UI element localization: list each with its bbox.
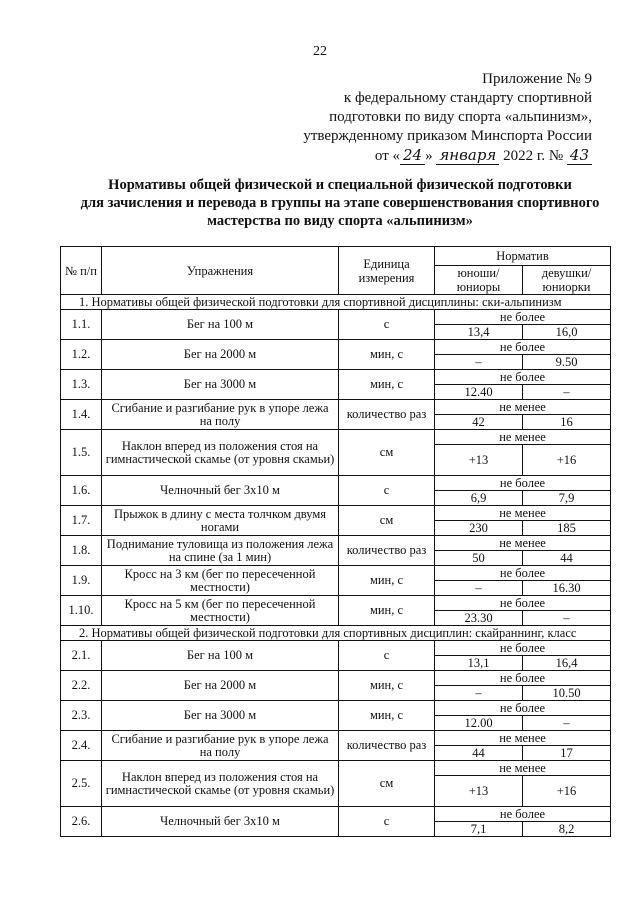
value-boys: 6,9 xyxy=(435,491,523,506)
row-qualifier: не более xyxy=(435,476,611,491)
date-mid: » xyxy=(425,148,433,164)
table-row xyxy=(61,566,611,581)
table-row xyxy=(61,476,611,491)
title-line-1: Нормативы общей физической и специальной физической подготовки xyxy=(108,177,572,193)
value-boys: 50 xyxy=(435,551,523,566)
document-title xyxy=(70,176,610,230)
row-unit: мин, с xyxy=(339,701,435,731)
row-number: 2.4. xyxy=(61,731,102,761)
row-number: 2.5. xyxy=(61,761,102,807)
value-girls: 44 xyxy=(523,551,611,566)
value-boys: – xyxy=(435,355,523,370)
value-girls: 16 xyxy=(523,415,611,430)
row-exercise: Бег на 3000 м xyxy=(102,701,339,731)
row-exercise: Сгибание и разгибание рук в упоре лежа на полу xyxy=(102,400,339,430)
table-row xyxy=(61,731,611,746)
row-unit: количество раз xyxy=(339,400,435,430)
row-exercise: Наклон вперед из положения стоя на гимнастической скамье (от уровня скамьи) xyxy=(102,761,339,807)
value-boys: 230 xyxy=(435,521,523,536)
row-unit: мин, с xyxy=(339,340,435,370)
row-number: 1.1. xyxy=(61,310,102,340)
value-girls: +16 xyxy=(523,445,611,476)
row-exercise: Поднимание туловища из положения лежа на спине (за 1 мин) xyxy=(102,536,339,566)
value-girls: 8,2 xyxy=(523,822,611,837)
row-exercise: Челночный бег 3х10 м xyxy=(102,476,339,506)
date-year: 2022 г. № xyxy=(503,148,564,164)
row-qualifier: не более xyxy=(435,566,611,581)
value-girls: 10.50 xyxy=(523,686,611,701)
value-boys: – xyxy=(435,686,523,701)
row-number: 1.8. xyxy=(61,536,102,566)
value-girls: 17 xyxy=(523,746,611,761)
value-girls: 16.30 xyxy=(523,581,611,596)
row-unit: количество раз xyxy=(339,536,435,566)
row-qualifier: не более xyxy=(435,807,611,822)
value-boys: +13 xyxy=(435,445,523,476)
row-unit: мин, с xyxy=(339,671,435,701)
header-num: № п/п xyxy=(61,247,102,295)
date-prefix: от « xyxy=(374,148,400,164)
row-exercise: Челночный бег 3х10 м xyxy=(102,807,339,837)
value-girls: 16,0 xyxy=(523,325,611,340)
row-qualifier: не более xyxy=(435,671,611,686)
order-number: 43 xyxy=(567,146,592,165)
row-number: 2.2. xyxy=(61,671,102,701)
row-qualifier: не более xyxy=(435,310,611,325)
title-line-2: для зачисления и перевода в группы на этапе совершенствования спортивного xyxy=(80,195,600,211)
row-qualifier: не менее xyxy=(435,506,611,521)
row-unit: см xyxy=(339,430,435,476)
value-girls: – xyxy=(523,716,611,731)
row-unit: мин, с xyxy=(339,370,435,400)
row-unit: с xyxy=(339,476,435,506)
value-boys: – xyxy=(435,581,523,596)
section-row xyxy=(61,626,611,641)
row-exercise: Кросс на 3 км (бег по пересеченной местности) xyxy=(102,566,339,596)
row-exercise: Бег на 100 м xyxy=(102,310,339,340)
table-row xyxy=(61,807,611,822)
header-unit: Единица измерения xyxy=(339,247,435,295)
row-qualifier: не менее xyxy=(435,731,611,746)
row-number: 1.4. xyxy=(61,400,102,430)
row-unit: см xyxy=(339,761,435,807)
table-body xyxy=(61,295,611,837)
row-exercise: Кросс на 5 км (бег по пересеченной местности) xyxy=(102,596,339,626)
row-qualifier: не более xyxy=(435,596,611,611)
table-row xyxy=(61,340,611,355)
table-row xyxy=(61,641,611,656)
row-number: 1.2. xyxy=(61,340,102,370)
row-exercise: Бег на 2000 м xyxy=(102,671,339,701)
row-exercise: Сгибание и разгибание рук в упоре лежа на полу xyxy=(102,731,339,761)
value-girls: +16 xyxy=(523,776,611,807)
title-line-3: мастерства по виду спорта «альпинизм» xyxy=(207,213,473,229)
row-unit: с xyxy=(339,310,435,340)
table-row xyxy=(61,400,611,415)
row-exercise: Бег на 100 м xyxy=(102,641,339,671)
table-row xyxy=(61,430,611,445)
table-row xyxy=(61,596,611,611)
value-girls: – xyxy=(523,385,611,400)
row-qualifier: не менее xyxy=(435,400,611,415)
row-number: 1.9. xyxy=(61,566,102,596)
header-exercise: Упражнения xyxy=(102,247,339,295)
appendix-line-2: к федеральному стандарту спортивной xyxy=(343,90,592,106)
row-exercise: Бег на 2000 м xyxy=(102,340,339,370)
header-boys: юноши/ юниоры xyxy=(435,266,523,295)
table-row xyxy=(61,701,611,716)
row-qualifier: не менее xyxy=(435,761,611,776)
row-unit: см xyxy=(339,506,435,536)
row-qualifier: не менее xyxy=(435,536,611,551)
row-number: 1.6. xyxy=(61,476,102,506)
row-exercise: Прыжок в длину с места толчком двумя ногами xyxy=(102,506,339,536)
header-norm: Норматив xyxy=(435,247,611,266)
row-exercise: Наклон вперед из положения стоя на гимнастической скамье (от уровня скамьи) xyxy=(102,430,339,476)
row-unit: с xyxy=(339,641,435,671)
page-number: 22 xyxy=(313,44,327,59)
value-boys: 12.00 xyxy=(435,716,523,731)
table-row xyxy=(61,310,611,325)
row-unit: мин, с xyxy=(339,596,435,626)
value-boys: 23.30 xyxy=(435,611,523,626)
section-title: 2. Нормативы общей физической подготовки для спортивных дисциплин: скайраннинг, класс xyxy=(61,626,611,641)
section-title: 1. Нормативы общей физической подготовки для спортивной дисциплины: ски-альпинизм xyxy=(61,295,611,310)
table-row xyxy=(61,671,611,686)
row-qualifier: не более xyxy=(435,340,611,355)
row-qualifier: не более xyxy=(435,370,611,385)
row-number: 2.3. xyxy=(61,701,102,731)
value-girls: 185 xyxy=(523,521,611,536)
table-row xyxy=(61,536,611,551)
value-boys: 42 xyxy=(435,415,523,430)
value-boys: 12.40 xyxy=(435,385,523,400)
value-boys: +13 xyxy=(435,776,523,807)
row-number: 1.5. xyxy=(61,430,102,476)
value-girls: 7,9 xyxy=(523,491,611,506)
appendix-line-3: подготовки по виду спорта «альпинизм», xyxy=(329,109,592,125)
value-boys: 13,4 xyxy=(435,325,523,340)
row-qualifier: не менее xyxy=(435,430,611,445)
row-number: 2.1. xyxy=(61,641,102,671)
row-number: 1.7. xyxy=(61,506,102,536)
table-row xyxy=(61,506,611,521)
table-row xyxy=(61,761,611,776)
appendix-date-line xyxy=(303,146,592,166)
date-month: января xyxy=(436,146,499,165)
row-number: 1.3. xyxy=(61,370,102,400)
value-girls: 9.50 xyxy=(523,355,611,370)
standards-table xyxy=(60,246,611,837)
value-boys: 7,1 xyxy=(435,822,523,837)
appendix-header xyxy=(303,70,592,166)
row-unit: количество раз xyxy=(339,731,435,761)
row-qualifier: не более xyxy=(435,701,611,716)
value-boys: 13,1 xyxy=(435,656,523,671)
appendix-line-1: Приложение № 9 xyxy=(482,71,592,87)
value-boys: 44 xyxy=(435,746,523,761)
row-exercise: Бег на 3000 м xyxy=(102,370,339,400)
header-girls: девушки/ юниорки xyxy=(523,266,611,295)
row-qualifier: не более xyxy=(435,641,611,656)
date-day: 24 xyxy=(400,146,425,165)
value-girls: 16,4 xyxy=(523,656,611,671)
row-number: 1.10. xyxy=(61,596,102,626)
section-row xyxy=(61,295,611,310)
appendix-line-4: утвержденному приказом Минспорта России xyxy=(303,128,592,144)
row-unit: с xyxy=(339,807,435,837)
row-unit: мин, с xyxy=(339,566,435,596)
value-girls: – xyxy=(523,611,611,626)
table-row xyxy=(61,370,611,385)
row-number: 2.6. xyxy=(61,807,102,837)
